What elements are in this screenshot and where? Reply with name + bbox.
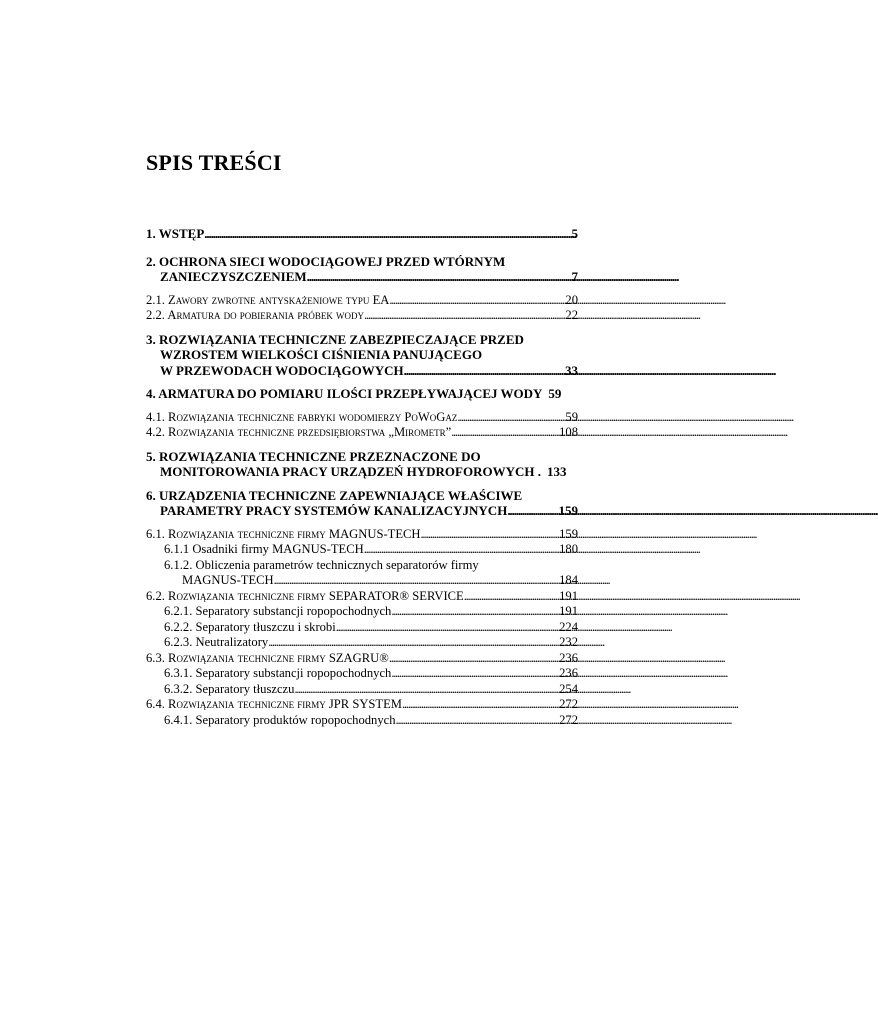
dot-leader	[402, 697, 558, 713]
page-number: 159	[559, 526, 578, 541]
toc-entry-4[interactable]	[146, 386, 578, 402]
dot-leader	[336, 620, 558, 636]
dot-leader	[389, 651, 558, 667]
toc-entry-2[interactable]: 2. OCHRONA SIECI WODOCIĄGOWEJ PRZED WTÓRNYM ZANIECZYSZCZENIEM . . . 7	[146, 254, 578, 285]
page-number: 224	[559, 619, 578, 634]
toc-row: 6.2.1. Separatory substancji ropopochodnych . . . 191	[164, 604, 578, 620]
toc-entry-6-2[interactable]	[146, 589, 578, 605]
toc-entry-6[interactable]: 6. URZĄDZENIA TECHNICZNE ZAPEWNIAJĄCE WŁAŚCIWE PARAMETRY PRACY SYSTEMÓW KANALIZACYJNYCH . . . 159	[146, 488, 578, 519]
toc-entry-6-1[interactable]	[146, 527, 578, 543]
toc-row: 6.2. Rozwiązania techniczne firmy SEPARATOR® SERVICE . . . 191	[146, 589, 578, 605]
page-number: 254	[559, 681, 578, 696]
page-title: SPIS TREŚCI	[146, 150, 282, 175]
toc-entry-1[interactable]	[146, 226, 578, 242]
toc-entry-6-4[interactable]	[146, 697, 578, 713]
dot-leader	[307, 269, 571, 285]
toc-entry-6-3-2[interactable]	[146, 682, 578, 698]
dot-leader	[396, 713, 559, 729]
page-number: 236	[559, 650, 578, 665]
page-number: 59	[565, 409, 578, 424]
toc-entry-3[interactable]: 3. ROZWIĄZANIA TECHNICZNE ZABEZPIECZAJĄCE PRZED WZROSTEM WIELKOŚCI CIŚNIENIA PANUJĄCEGO W PRZEWODACH WODOCIĄGOWYCH . . . 33	[146, 332, 578, 379]
page-number: 5	[571, 226, 578, 241]
dot-leader	[389, 293, 564, 309]
toc-row: ZANIECZYSZCZENIEM . . . 7	[146, 269, 578, 285]
toc-row: 6.1.1 Osadniki firmy MAGNUS-TECH . . . 180	[164, 542, 578, 558]
toc-row: 4.2. Rozwiązania techniczne przedsiębiorstwa „Mirometr” . . . 108	[146, 425, 578, 441]
toc-entry-5[interactable]: 5. ROZWIĄZANIA TECHNICZNE PRZEZNACZONE DO MONITOROWANIA PRACY URZĄDZEŃ HYDROFOROWYCH . 133	[146, 449, 578, 480]
dot-leader	[391, 604, 558, 620]
page-number: 184	[559, 573, 578, 587]
toc-row: 2.1. Zawory zwrotne antyskażeniowe typu EA . . . 20	[146, 293, 578, 309]
dot-leader	[274, 573, 558, 589]
dot-leader	[404, 363, 564, 379]
page-number: 20	[565, 292, 578, 307]
page-number: 236	[559, 666, 578, 680]
toc-row: 4. ARMATURA DO POMIARU ILOŚCI PRZEPŁYWAJĄCEJ WODY 59	[146, 386, 562, 401]
toc-entry-6-1-2[interactable]: 6.1.2. Obliczenia parametrów technicznych separatorów firmy MAGNUS-TECH . . . 184	[146, 558, 578, 589]
toc-row: 2.2. Armatura do pobierania próbek wody . . . 22	[146, 308, 578, 324]
page-number: 159	[558, 503, 578, 518]
toc-entry-2-2[interactable]	[146, 308, 578, 324]
page-number: 33	[565, 362, 578, 378]
dot-leader	[268, 635, 558, 651]
toc-row: PARAMETRY PRACY SYSTEMÓW KANALIZACYJNYCH . . . 159	[146, 503, 578, 519]
toc-row: MAGNUS-TECH . . . 184	[164, 573, 578, 589]
dot-leader	[294, 682, 558, 698]
toc-entry-6-3[interactable]	[146, 651, 578, 667]
page-number: 22	[565, 308, 578, 322]
page-number: 180	[559, 542, 578, 556]
dot-leader	[364, 542, 558, 558]
dot-leader	[421, 527, 559, 543]
page-number: 272	[559, 697, 578, 711]
page-number: 272	[559, 712, 578, 727]
page-number: 133	[547, 464, 567, 479]
page-number: 108	[559, 425, 578, 439]
toc-entry-6-2-2[interactable]	[146, 620, 578, 636]
dot-leader	[464, 589, 558, 605]
toc-row: 6.3.2. Separatory tłuszczu . . . 254	[164, 682, 578, 698]
toc-row: 1. WSTĘP . . . 5	[146, 226, 578, 242]
toc-row: 6.4. Rozwiązania techniczne firmy JPR SYSTEM . . . 272	[146, 697, 578, 713]
dot-leader	[457, 410, 564, 426]
toc-entry-6-2-3[interactable]	[146, 635, 578, 651]
toc-entry-2-1[interactable]	[146, 293, 578, 309]
dot-leader	[204, 226, 570, 242]
page-number: 7	[571, 269, 578, 284]
toc-row: 6.2.2. Separatory tłuszczu i skrobi . . . 224	[164, 620, 578, 636]
table-of-contents	[146, 226, 578, 728]
toc-row: 6.4.1. Separatory produktów ropopochodnych . . . 272	[164, 713, 578, 729]
toc-row: 6.3. Rozwiązania techniczne firmy SZAGRU® . . . 236	[146, 651, 578, 667]
page-number: 191	[559, 588, 578, 603]
dot-leader	[391, 666, 558, 682]
dot-leader	[451, 425, 558, 441]
dot-leader	[364, 308, 564, 324]
toc-row: 4.1. Rozwiązania techniczne fabryki wodomierzy PoWoGaz . . . 59	[146, 410, 578, 426]
page-number: 232	[559, 635, 578, 649]
dot-leader	[507, 503, 557, 519]
page-number: 191	[559, 604, 578, 618]
toc-entry-6-2-1[interactable]	[146, 604, 578, 620]
toc-entry-6-4-1[interactable]	[146, 713, 578, 729]
toc-entry-4-1[interactable]	[146, 410, 578, 426]
toc-row: 6.3.1. Separatory substancji ropopochodnych . . . 236	[164, 666, 578, 682]
toc-entry-6-3-1[interactable]	[146, 666, 578, 682]
toc-row: W PRZEWODACH WODOCIĄGOWYCH . . . 33	[146, 363, 578, 379]
page-number: 59	[548, 386, 562, 401]
toc-row: 6.1. Rozwiązania techniczne firmy MAGNUS-TECH . . . 159	[146, 527, 578, 543]
toc-entry-4-2[interactable]	[146, 425, 578, 441]
toc-entry-6-1-1[interactable]	[146, 542, 578, 558]
toc-row: MONITOROWANIA PRACY URZĄDZEŃ HYDROFOROWYCH . 133	[160, 464, 567, 479]
toc-row: 6.2.3. Neutralizatory . . . 232	[164, 635, 578, 651]
